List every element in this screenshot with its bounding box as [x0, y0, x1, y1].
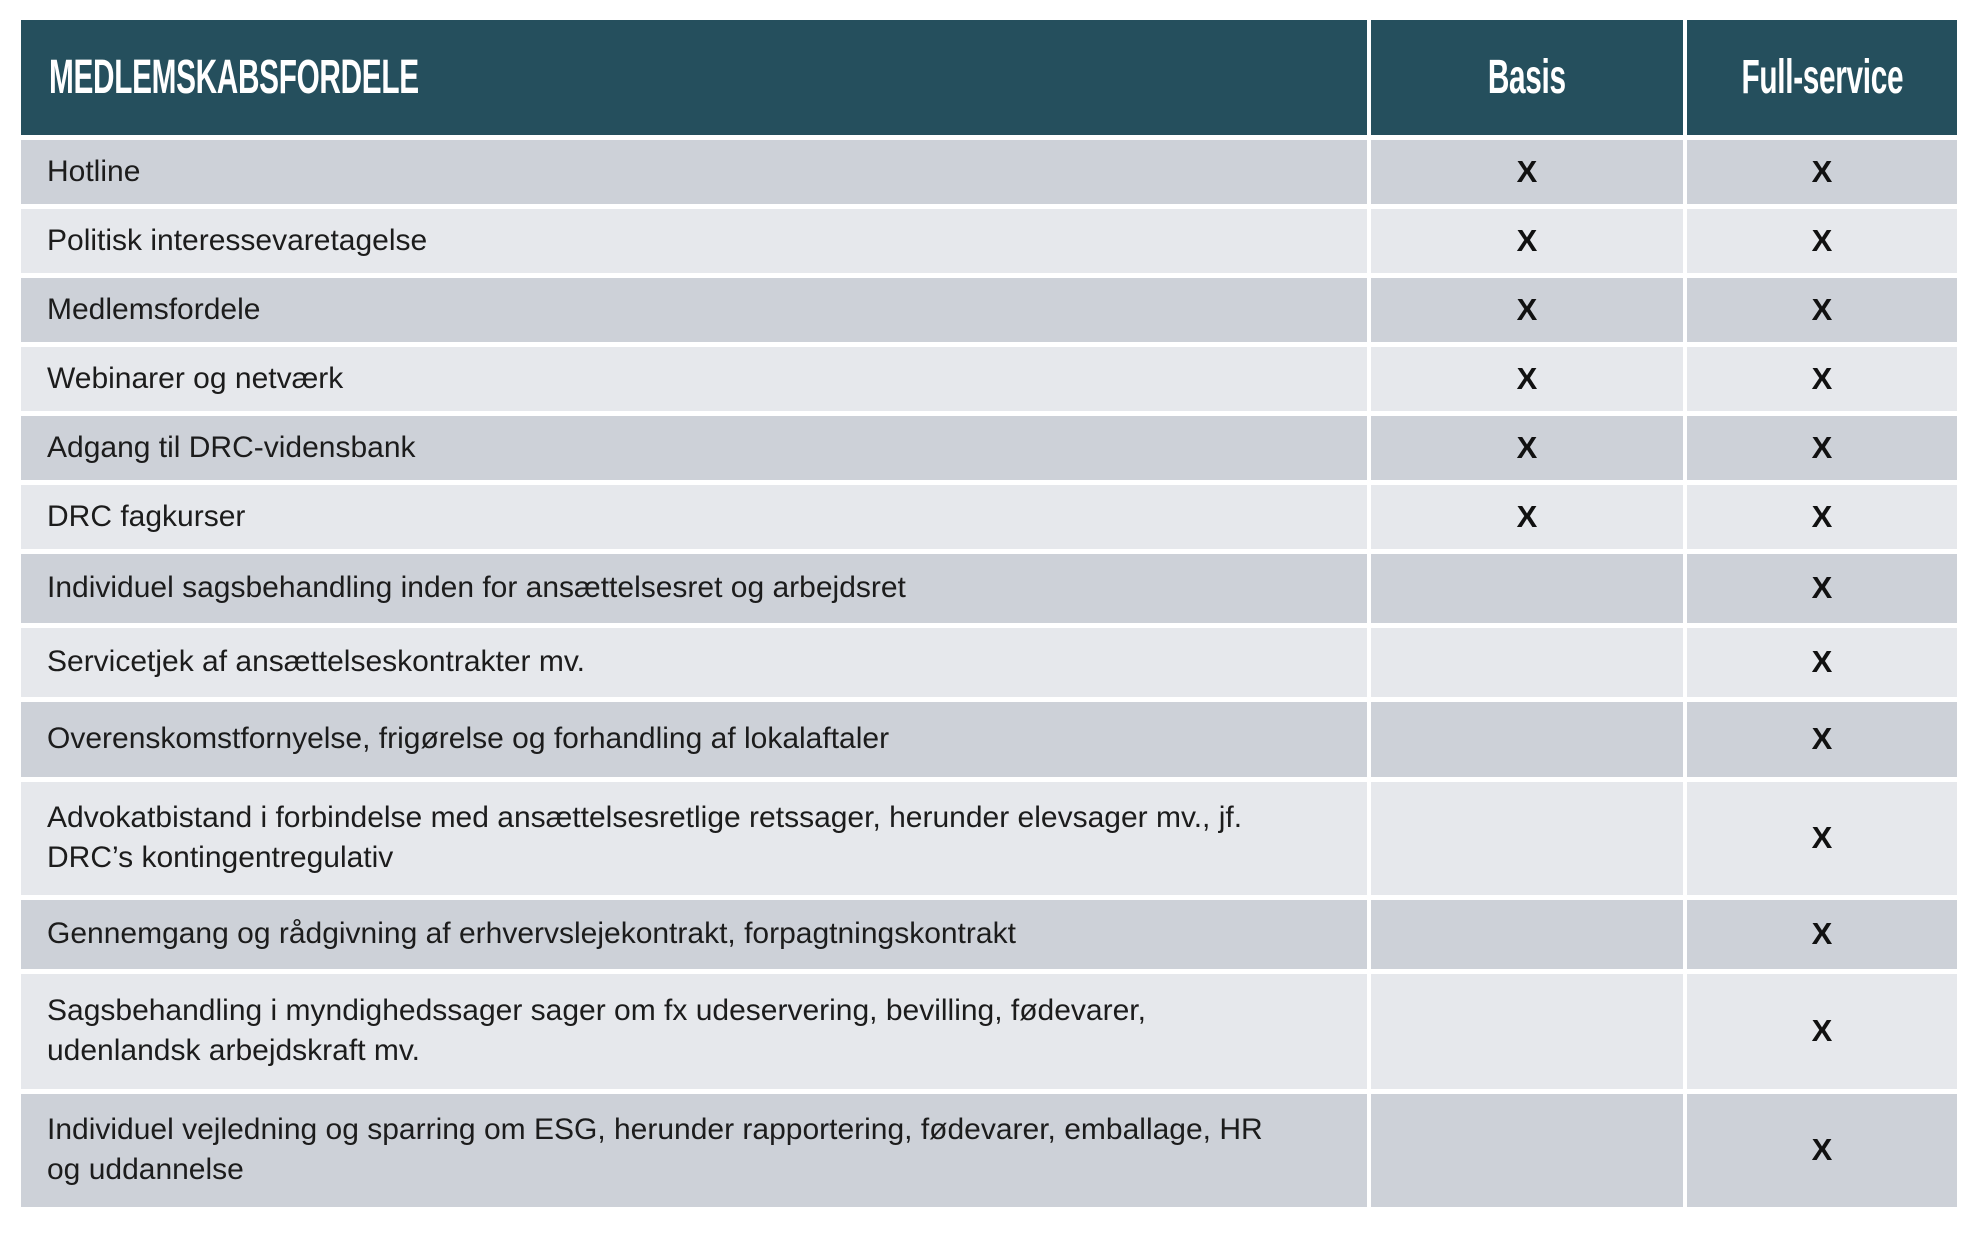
basis-mark-cell: X — [1369, 413, 1685, 482]
full-service-mark-cell: X — [1685, 779, 1957, 897]
basis-mark-cell — [1369, 699, 1685, 779]
full-service-mark-cell: X — [1685, 1091, 1957, 1209]
table-row — [21, 779, 1957, 897]
header-benefits-label: MEDLEMSKABSFORDELE — [49, 50, 419, 104]
benefit-cell: Gennemgang og rådgivning af erhvervslejekontrakt, forpagtningskontrakt — [21, 897, 1369, 971]
basis-mark-cell: X — [1369, 137, 1685, 206]
basis-mark-cell — [1369, 779, 1685, 897]
table-row — [21, 971, 1957, 1091]
benefit-cell: Individuel sagsbehandling inden for ansættelsesret og arbejdsret — [21, 551, 1369, 625]
table-row — [21, 482, 1957, 551]
table-row — [21, 1091, 1957, 1209]
benefit-cell: Advokatbistand i forbindelse med ansættelsesretlige retssager, herunder elevsager mv., jf. DRC’s kontingentregulativ — [21, 779, 1369, 897]
full-service-mark-cell: X — [1685, 344, 1957, 413]
table-row — [21, 206, 1957, 275]
benefit-cell: Servicetjek af ansættelseskontrakter mv. — [21, 625, 1369, 699]
header-full-service — [1685, 20, 1957, 137]
basis-mark-cell — [1369, 971, 1685, 1091]
benefit-cell: Hotline — [21, 137, 1369, 206]
table-row — [21, 344, 1957, 413]
header-row — [21, 20, 1957, 137]
full-service-mark-cell: X — [1685, 137, 1957, 206]
benefit-cell: Individuel vejledning og sparring om ESG, herunder rapportering, fødevarer, emballage, HR og uddannelse — [21, 1091, 1369, 1209]
membership-benefits-table-container — [21, 20, 1957, 1212]
basis-mark-cell: X — [1369, 344, 1685, 413]
basis-mark-cell — [1369, 551, 1685, 625]
benefit-cell: Politisk interessevaretagelse — [21, 206, 1369, 275]
full-service-mark-cell: X — [1685, 625, 1957, 699]
header-basis — [1369, 20, 1685, 137]
table-row — [21, 551, 1957, 625]
benefit-cell: Overenskomstfornyelse, frigørelse og forhandling af lokalaftaler — [21, 699, 1369, 779]
table-row — [21, 137, 1957, 206]
benefit-cell: Medlemsfordele — [21, 275, 1369, 344]
full-service-mark-cell: X — [1685, 413, 1957, 482]
full-service-mark-cell: X — [1685, 275, 1957, 344]
basis-mark-cell — [1369, 1091, 1685, 1209]
header-basis-label: Basis — [1488, 50, 1566, 104]
full-service-mark-cell: X — [1685, 699, 1957, 779]
table-body — [21, 137, 1957, 1209]
basis-mark-cell: X — [1369, 206, 1685, 275]
table-row — [21, 275, 1957, 344]
benefit-cell: Adgang til DRC-vidensbank — [21, 413, 1369, 482]
benefit-cell: Sagsbehandling i myndighedssager sager om fx udeservering, bevilling, fødevarer, udenlandsk arbejdskraft mv. — [21, 971, 1369, 1091]
table-row — [21, 699, 1957, 779]
basis-mark-cell: X — [1369, 275, 1685, 344]
table-row — [21, 625, 1957, 699]
table-row — [21, 897, 1957, 971]
header-full-service-label: Full-service — [1741, 50, 1903, 104]
table-header — [21, 20, 1957, 137]
benefit-cell: DRC fagkurser — [21, 482, 1369, 551]
basis-mark-cell: X — [1369, 482, 1685, 551]
basis-mark-cell — [1369, 897, 1685, 971]
basis-mark-cell — [1369, 625, 1685, 699]
table-row — [21, 413, 1957, 482]
benefit-cell: Webinarer og netværk — [21, 344, 1369, 413]
full-service-mark-cell: X — [1685, 206, 1957, 275]
full-service-mark-cell: X — [1685, 551, 1957, 625]
header-benefits — [21, 20, 1369, 137]
full-service-mark-cell: X — [1685, 482, 1957, 551]
membership-benefits-table — [21, 20, 1957, 1212]
full-service-mark-cell: X — [1685, 971, 1957, 1091]
full-service-mark-cell: X — [1685, 897, 1957, 971]
